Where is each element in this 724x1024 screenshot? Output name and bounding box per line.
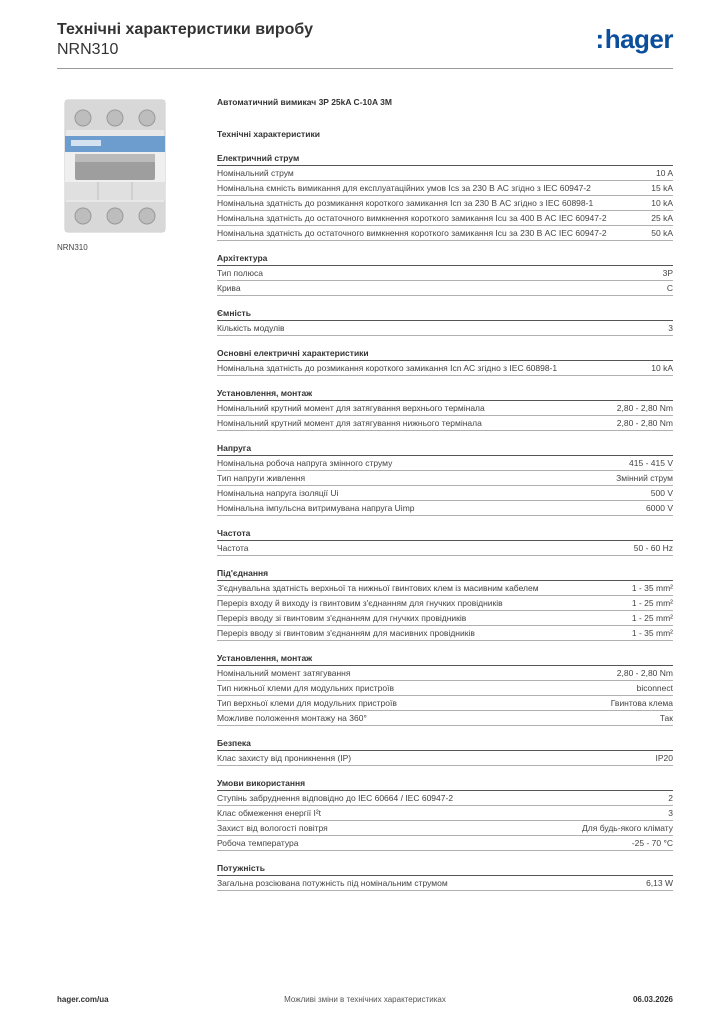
spec-row	[217, 541, 673, 556]
spec-row	[217, 711, 673, 726]
spec-section	[217, 567, 673, 641]
header-divider	[57, 68, 673, 69]
spec-row	[217, 281, 673, 296]
spec-value: Змінний струм	[616, 472, 673, 483]
spec-row	[217, 666, 673, 681]
spec-row	[217, 876, 673, 891]
spec-row	[217, 456, 673, 471]
spec-label: Переріз вводу зі гвинтовим з'єднанням для масивних провідників	[217, 627, 475, 638]
spec-row	[217, 681, 673, 696]
spec-label: Номінальна напруга ізоляції Ui	[217, 487, 339, 498]
spec-label: Частота	[217, 542, 249, 553]
spec-value: 2	[668, 792, 673, 803]
section-heading: Установлення, монтаж	[217, 387, 673, 401]
spec-label: Номінальна робоча напруга змінного струму	[217, 457, 393, 468]
spec-section	[217, 347, 673, 376]
spec-row	[217, 416, 673, 431]
spec-label: Робоча температура	[217, 837, 299, 848]
spec-value: 6,13 W	[646, 877, 673, 888]
spec-label: Номінальна здатність до розмикання короткого замикання Icn за 230 В AC згідно з IEC 60898-1	[217, 197, 594, 208]
spec-sections	[217, 152, 673, 891]
spec-label: Крива	[217, 282, 241, 293]
spec-label: Номінальна здатність до остаточного вимкнення короткого замикання Icu за 400 В AC IEC 60947-2	[217, 212, 607, 223]
section-heading: Ємність	[217, 307, 673, 321]
spec-value: 3	[668, 807, 673, 818]
spec-value: 1 - 35 mm²	[631, 627, 673, 638]
page-title: Технічні характеристики виробу	[57, 21, 313, 38]
spec-label: Номінальний крутний момент для затягування нижнього термінала	[217, 417, 482, 428]
spec-value: biconnect	[636, 682, 673, 693]
spec-value: 3	[668, 322, 673, 333]
spec-value: 50 kA	[651, 227, 673, 238]
section-heading: Умови використання	[217, 777, 673, 791]
spec-value: IP20	[655, 752, 673, 763]
spec-row	[217, 181, 673, 196]
spec-row	[217, 471, 673, 486]
hager-logo[interactable]	[596, 24, 673, 55]
section-heading: Під'єднання	[217, 567, 673, 581]
spec-row	[217, 321, 673, 336]
spec-value: Для будь-якого клімату	[582, 822, 673, 833]
spec-section	[217, 252, 673, 296]
spec-value: 2,80 - 2,80 Nm	[616, 417, 673, 428]
spec-value: 2,80 - 2,80 Nm	[616, 667, 673, 678]
spec-row	[217, 581, 673, 596]
section-heading: Безпека	[217, 737, 673, 751]
section-heading: Установлення, монтаж	[217, 652, 673, 666]
spec-row	[217, 596, 673, 611]
footer-disclaimer: Можливі зміни в технічних характеристиках	[284, 995, 446, 1004]
spec-label: Можливе положення монтажу на 360°	[217, 712, 367, 723]
spec-row	[217, 696, 673, 711]
section-heading: Електричний струм	[217, 152, 673, 166]
section-heading: Основні електричні характеристики	[217, 347, 673, 361]
page-subtitle: NRN310	[57, 41, 119, 58]
spec-label: Переріз вводу зі гвинтовим з'єднанням для гнучких провідників	[217, 612, 467, 623]
spec-label: Номінальна ємність вимикання для експлуатаційних умов Ics за 230 В AC згідно з IEC 60947-2	[217, 182, 591, 193]
footer-date: 06.03.2026	[632, 995, 673, 1004]
spec-label: Тип верхньої клеми для модульних пристроїв	[217, 697, 397, 708]
spec-row	[217, 611, 673, 626]
spec-section	[217, 777, 673, 851]
logo-text: hager	[604, 24, 673, 54]
spec-row	[217, 791, 673, 806]
spec-value: 50 - 60 Hz	[633, 542, 673, 553]
spec-value: -25 - 70 °C	[631, 837, 673, 848]
spec-label: Загальна розсіювана потужність під номінальним струмом	[217, 877, 448, 888]
spec-label: Тип напруги живлення	[217, 472, 306, 483]
image-caption: NRN310	[57, 243, 88, 252]
spec-value: C	[666, 282, 673, 293]
spec-row	[217, 226, 673, 241]
section-heading: Частота	[217, 527, 673, 541]
spec-value: 6000 V	[646, 502, 673, 513]
spec-value: 10 A	[655, 167, 673, 178]
spec-value: 1 - 35 mm²	[631, 582, 673, 593]
spec-row	[217, 821, 673, 836]
section-heading: Потужність	[217, 862, 673, 876]
spec-section	[217, 652, 673, 726]
spec-row	[217, 266, 673, 281]
spec-label: Ступінь забруднення відповідно до IEC 60664 / IEC 60947-2	[217, 792, 454, 803]
spec-value: 500 V	[650, 487, 673, 498]
spec-label: Номінальна імпульсна витримувана напруга Uimp	[217, 502, 415, 513]
spec-label: З'єднувальна здатність верхньої та нижньої гвинтових клем із масивним кабелем	[217, 582, 539, 593]
spec-row	[217, 806, 673, 821]
spec-row	[217, 836, 673, 851]
spec-label: Клас обмеження енергії I²t	[217, 807, 322, 818]
product-title: Автоматичний вимикач 3P 25kA C-10A 3M	[217, 97, 392, 107]
logo-colon-icon: :	[595, 24, 604, 54]
spec-value: Так	[659, 712, 673, 723]
spec-value: Гвинтова клема	[610, 697, 673, 708]
spec-row	[217, 166, 673, 181]
circuit-breaker-image	[57, 96, 173, 236]
spec-row	[217, 196, 673, 211]
page-header	[57, 20, 673, 68]
spec-row	[217, 486, 673, 501]
spec-section	[217, 307, 673, 336]
spec-value: 10 kA	[651, 197, 673, 208]
spec-label: Переріз входу й виходу із гвинтовим з'єднанням для гнучких провідників	[217, 597, 503, 608]
spec-value: 3P	[662, 267, 673, 278]
spec-section	[217, 442, 673, 516]
spec-section	[217, 527, 673, 556]
spec-label: Номінальна здатність до розмикання короткого замикання Icn AC згідно з IEC 60898-1	[217, 362, 558, 373]
spec-section	[217, 737, 673, 766]
section-heading: Напруга	[217, 442, 673, 456]
spec-section	[217, 862, 673, 891]
spec-label: Тип полюса	[217, 267, 263, 278]
spec-content	[217, 96, 673, 902]
footer-website-link[interactable]: hager.com/ua	[57, 995, 109, 1004]
spec-value: 2,80 - 2,80 Nm	[616, 402, 673, 413]
spec-label: Захист від вологості повітря	[217, 822, 328, 833]
spec-value: 10 kA	[651, 362, 673, 373]
spec-section	[217, 387, 673, 431]
section-heading: Архітектура	[217, 252, 673, 266]
spec-row	[217, 751, 673, 766]
spec-label: Номінальна здатність до остаточного вимкнення короткого замикання Icu за 230 В AC IEC 60947-2	[217, 227, 607, 238]
spec-section	[217, 152, 673, 241]
spec-value: 1 - 25 mm²	[631, 597, 673, 608]
spec-value: 1 - 25 mm²	[631, 612, 673, 623]
spec-row	[217, 211, 673, 226]
tech-specs-title: Технічні характеристики	[217, 129, 320, 139]
spec-label: Номінальний струм	[217, 167, 294, 178]
spec-row	[217, 501, 673, 516]
spec-label: Клас захисту від проникнення (IP)	[217, 752, 352, 763]
spec-value: 25 kA	[651, 212, 673, 223]
spec-value: 415 - 415 V	[629, 457, 673, 468]
spec-value: 15 kA	[651, 182, 673, 193]
spec-label: Номінальний момент затягування	[217, 667, 351, 678]
spec-row	[217, 401, 673, 416]
spec-label: Номінальний крутний момент для затягування верхнього термінала	[217, 402, 485, 413]
spec-label: Тип нижньої клеми для модульних пристроїв	[217, 682, 394, 693]
spec-label: Кількість модулів	[217, 322, 285, 333]
spec-row	[217, 626, 673, 641]
spec-row	[217, 361, 673, 376]
